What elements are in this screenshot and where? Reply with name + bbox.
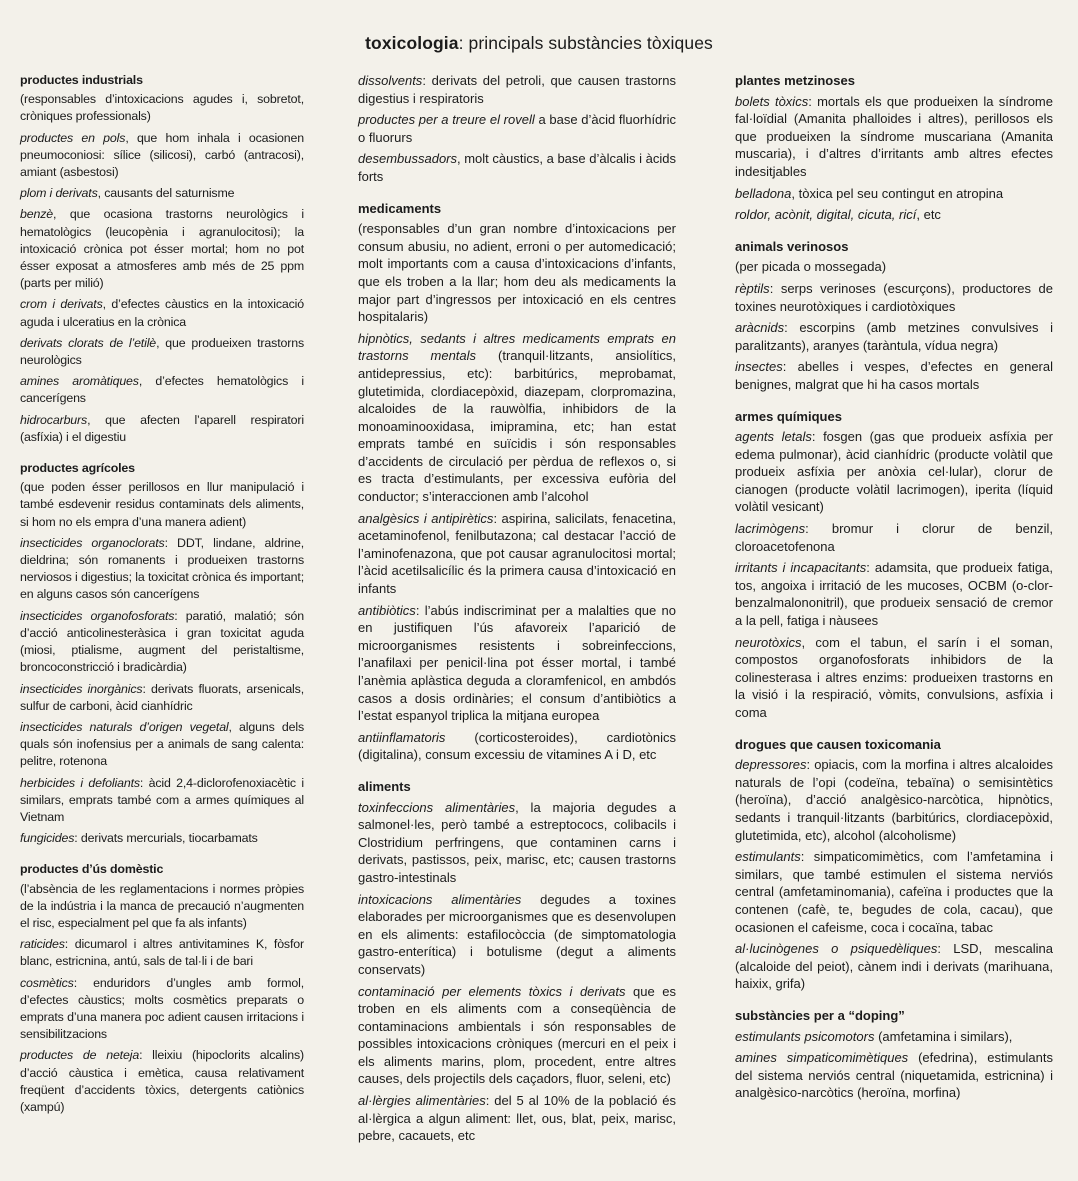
section (20, 72, 304, 446)
entry (20, 479, 304, 531)
entry-text: , molt càustics, a base d’àlcalis i àcids forts (358, 151, 676, 184)
entry-text: (tranquil·litzants, ansiolítics, antidepressius, etc): barbitúrics, meprobamat, glutetimida, clordiacepòxid, diazepam, clorpromazina, alcaloides de la rauwòlfia, inhibidors de la monoaminooxidasa, imipramina, etc; han estat emprats també en suïcidis i són responsables d’accidents de circulació per pèrdua de reflexos o, si es tracta d’estimulants, per excessiva eufòria del conductor; s’interaccionen amb l’alcohol (358, 348, 677, 505)
entry-term: fungicides (20, 831, 75, 846)
entry-text: (responsables d’un gran nombre d’intoxicacions per consum abusiu, no adient, erroni o per automedicació; molt importants com a causa d’intoxicacions d’infants, que els troben a la llar; hom deu als medicaments la major part d’ingressos per intoxicació en els centres hospitalaris) (358, 221, 676, 325)
entry-text: , tòxica pel seu contingut en atropina (791, 185, 1004, 201)
entry-text: : aspirina, salicilats, fenacetina, acetaminofenol, fenilbutazona; cal destacar l’acció de l’aminofenazona, que pot causar agranulocitosi mortal; l’àcid acetilsalicílic és la primera causa d’intoxicació en infants (358, 510, 676, 597)
entry-term: insecticides naturals d’origen vegetal (20, 719, 229, 734)
entry (735, 358, 1053, 393)
entry (735, 319, 1053, 354)
entry-term: toxinfeccions alimentàries (358, 799, 516, 815)
entry-text: , que ocasiona trastorns neurològics i hematològics (leucopènia i agranulocitosi); la intoxicació crònica pot ésser mortal; hom no pot ésser exposat a atmosferes amb més de 25 ppm (parts per milió) (20, 207, 304, 291)
entry-text: : dicumarol i altres antivitamines K, fòsfor blanc, estricnina, antú, sals de tal·li i de bari (20, 937, 304, 969)
entry-text: : adamsita, que produeix fatiga, tos, angoixa i irritació de les mucoses, OCBM (o-clor-benzalmalononitril), que produeix sensació de cremor a la pell, fatiga i nàusees (735, 560, 1053, 629)
entry-text: : del 5 al 10% de la població és al·lèrgica a algun aliment: llet, ous, blat, peix, marisc, pebre, cacauets, etc (358, 1093, 676, 1144)
section (358, 72, 676, 186)
entry (358, 72, 676, 107)
entry (20, 830, 304, 847)
section (358, 778, 676, 1145)
entry (735, 185, 1053, 203)
entry-term: analgèsics i antipirètics (358, 510, 494, 526)
column-3 (735, 72, 1053, 1116)
entry-text: , etc (916, 207, 941, 223)
entry-text: : abelles i vespes, d’efectes en general benignes, malgrat que hi ha casos mortals (735, 359, 1053, 392)
entry (735, 520, 1053, 555)
entry-text: : bromur i clorur de benzil, cloroacetofenona (735, 521, 1053, 554)
entry (20, 975, 304, 1044)
entry-term: irritants i incapacitants (735, 560, 867, 576)
entry (735, 93, 1053, 181)
entry-text: : mortals els que produeixen la síndrome fal·loïdial (Amanita phalloides i altres), perillosos els que produeixen la síndrome muscariana (Amanita muscaria), i d’altres d’irritants amb altres efectes indesitjables (735, 93, 1053, 179)
section (735, 1007, 1053, 1102)
entry (20, 681, 304, 715)
entry (20, 936, 304, 970)
entry (20, 719, 304, 771)
section-heading: armes químiques (735, 408, 842, 424)
entry (735, 258, 1053, 276)
entry (20, 206, 304, 292)
entry (358, 510, 676, 598)
entry-text: : lleixiu (hipoclorits alcalins) d’acció càustica i emètica, causa relativament freqüent d’accidents tòxics, detergents catiònics (xampú) (20, 1048, 304, 1114)
section-heading: aliments (358, 778, 411, 794)
entry-term: bolets tòxics (735, 93, 809, 109)
entry-term: aràcnids (735, 320, 785, 336)
section-heading: medicaments (358, 200, 442, 216)
entry-text: , d’efectes càustics en la intoxicació aguda i ulceratius en la crònica (20, 297, 304, 329)
entry-text: : serps verinoses (escurçons), productores de toxines neurotòxiques i cardiotòxiques (735, 280, 1053, 314)
page-title (0, 33, 1078, 54)
entry (358, 799, 676, 887)
entry-term: cosmètics (20, 975, 74, 990)
entry-term: derivats clorats de l’etilè (20, 335, 157, 350)
entry (20, 412, 304, 446)
entry (735, 756, 1053, 844)
entry-term: productes de neteja (20, 1048, 140, 1063)
entry (20, 608, 304, 677)
entry (358, 111, 676, 146)
entry-term: insecticides organofosforats (20, 608, 175, 623)
entry (20, 91, 304, 125)
entry-text: que es troben en els aliments com a conseqüència de contaminacions ambientals i són responsables de possibles intoxicacions cròniques (mercuri en el peix i els aliments marins, plom, procedent, entre altres causes, dels projectils dels caçadors, fluor, seleni, etc) (358, 983, 676, 1087)
entry-term: rèptils (735, 280, 770, 296)
entry-term: insectes (735, 359, 783, 375)
entry-text: (corticosteroides), cardiotònics (digitalina), consum excessiu de vitamines A i D, etc (358, 729, 676, 763)
entry (20, 775, 304, 827)
entry-text: : l’abús indiscriminat per a malalties que no en justifiquen l’ús afavoreix l’aparició de microorganismes resistents i sobreinfeccions, l’anafilaxi per penicil·lina pot ésser mortal, i també l’anèmia aplàstica deguda a cloramfenicol, en ambdós casos a dosis ordinàries; el consum d’antibiòtics a l’estat espanyol triplica la mitjana europea (358, 602, 676, 724)
entry (20, 1047, 304, 1116)
entry-text: , causants del saturnisme (97, 186, 235, 201)
entry (20, 296, 304, 330)
entry (735, 1049, 1053, 1102)
entry-text: : DDT, lindane, aldrine, dieldrina; són romanents i produeixen trastorns nerviosos i digestius; la toxicitat crònica és important; en alguns casos són cancerígens (20, 535, 304, 602)
entry-text: : LSD, mescalina (alcaloide del peiot), cànem indi i derivats (marihuana, haixix, grifa) (735, 941, 1053, 992)
entry-term: hipnòtics, sedants i altres medicaments emprats en trastorns mentals (358, 330, 676, 364)
entry-text: , d’efectes hematològics i cancerígens (20, 374, 304, 406)
entry (358, 220, 676, 326)
entry-term: contaminació per elements tòxics i derivats (358, 983, 626, 999)
entry (735, 428, 1053, 516)
entry-term: belladona (735, 185, 792, 201)
column-1 (20, 72, 304, 1130)
title-rest: : principals substàncies tòxiques (458, 33, 713, 53)
entry-text: (per picada o mossegada) (735, 259, 887, 275)
entry-term: raticides (20, 937, 65, 952)
entry-text: degudes a toxines elaborades per microorganismes que es desenvolupen en els aliments: estafilocòccia (de simptomatologia gastro-enterítica) i botulisme (degut a aliments conservats) (358, 891, 676, 977)
entry-text: , com el tabun, el sarín i el soman, compostos organofosforats inhibidors de la colinesterasa i altres enzims: produeixen trastorns en la visió i la respiració, vòmits, convulsions, asfíxia i coma (735, 634, 1053, 720)
entry-text: , la majoria degudes a salmonel·les, però també a estreptococs, colibacils i Clostridium perfringens, que contaminen carns i derivats, pastissos, peix, marisc, etc; causen trastorns gastro-intestinals (358, 799, 676, 885)
section (20, 460, 304, 847)
entry-text: : simpaticomimètics, com l’amfetamina i similars, que també estimulen el sistema nerviós central (amfetaminomania), cafeïna i productes que la contenen (cafè, te, begudes de cola, cacau), que ocasionen el cafeisme, coca i cocaïna, tabac (735, 849, 1053, 935)
entry-text: (que poden ésser perillosos en llur manipulació i també esdevenir residus contaminats dels aliments, si hom no els empra d’una manera adient) (20, 480, 304, 529)
entry (358, 891, 676, 979)
entry-term: antiinflamatoris (358, 729, 446, 745)
section-heading: drogues que causen toxicomania (735, 736, 941, 752)
entry-term: al·lèrgies alimentàries (358, 1093, 486, 1109)
entry-text: : derivats del petroli, que causen trastorns digestius i respiratoris (358, 73, 676, 106)
entry-term: dissolvents (358, 73, 423, 88)
entry-term: estimulants psicomotors (735, 1028, 875, 1044)
entry-term: benzè (20, 207, 54, 222)
entry-term: hidrocarburs (20, 412, 88, 427)
entry-text: (l’absència de les reglamentacions i normes pròpies de la indústria i la manca de precaució n’augmenten el risc, especialment pel que fa als infants) (20, 881, 304, 930)
entry (735, 848, 1053, 936)
entry-term: amines simpaticomimètiques (735, 1050, 909, 1066)
entry-text: , que produeixen trastorns neurològics (20, 335, 304, 368)
section-heading: plantes metzinoses (735, 73, 855, 88)
entry-term: roldor, acònit, digital, cicuta, ricí (735, 207, 917, 223)
title-keyword: toxicologia (365, 33, 459, 53)
entry (358, 983, 676, 1089)
entry-term: antibiòtics (358, 602, 416, 618)
column-2 (358, 72, 676, 1159)
entry-text: (efedrina), estimulants del sistema nerviós central (niquetamida, estricnina) i analgèsico-narcòtics (heroïna, morfina) (735, 1050, 1053, 1101)
entry-term: depressores (735, 757, 807, 773)
entry (358, 150, 676, 185)
entry-text: (responsables d’intoxicacions agudes i, sobretot, cròniques professionals) (20, 92, 304, 124)
entry-text: : àcid 2,4-diclorofenoxiacètic i similars, emprats també com a armes químiques al Vietnam (20, 775, 304, 824)
entry-term: herbicides i defoliants (20, 775, 140, 790)
entry (20, 373, 304, 407)
entry (358, 729, 676, 764)
entry-text: , que afecten l’aparell respiratori (asfíxia) i el digestiu (20, 412, 304, 444)
entry-term: agents letals (735, 429, 812, 445)
entry-term: desembussadors (358, 151, 457, 167)
entry-term: intoxicacions alimentàries (358, 891, 522, 907)
section (735, 72, 1053, 224)
section-heading: productes agrícoles (20, 461, 135, 476)
entry-text: , que hom inhala i ocasionen pneumoconiosi: sílice (silicosi), carbó (antracosi), amiant (asbestosi) (20, 130, 305, 180)
entry-text: , alguns dels quals són inofensius per a animals de sang calenta: pelitre, rotenona (20, 719, 304, 769)
entry-term: productes per a treure el rovell (358, 112, 535, 128)
section-heading: productes industrials (20, 73, 143, 87)
entry (358, 330, 676, 506)
entry-text: : opiacis, com la morfina i altres alcaloides naturals de l’opi (codeïna, tebaïna) o semisintètics (heroïna), d’acció analgèsico-narcòtica, hipnòtics, sedants i tranquil·litzants (barbitúrics, clordiacepòxid, glutetimida, etc), alcohol (alcoholisme) (735, 757, 1053, 843)
section-heading: animals verinosos (735, 238, 849, 254)
entry-term: plom i derivats (20, 186, 98, 201)
entry (20, 185, 304, 202)
entry (358, 1092, 676, 1145)
entry-text: (amfetamina i similars), (874, 1028, 1013, 1044)
entry-term: insecticides inorgànics (20, 681, 143, 696)
entry-term: crom i derivats (20, 297, 103, 312)
entry (735, 559, 1053, 629)
entry (20, 881, 304, 933)
entry-text: : fosgen (gas que produeix asfíxia per edema pulmonar), àcid cianhídric (producte volàtil que produeix asfíxia per anòxia cel·lular), clorur de cianogen (producte volàtil lacrimogen), iperita (líquid volàtil vesicant) (735, 429, 1053, 515)
section (20, 861, 304, 1116)
entry (735, 634, 1053, 722)
entry (20, 335, 304, 369)
entry-term: productes en pols (20, 130, 126, 145)
section (735, 238, 1053, 394)
entry (20, 535, 304, 604)
section-heading: substàncies per a “doping” (735, 1007, 905, 1023)
entry-term: al·lucinògenes o psiquedèliques (735, 941, 938, 957)
entry (20, 130, 304, 182)
entry-term: neurotòxics (735, 634, 802, 650)
entry-text: : enduridors d’ungles amb formol, d’efectes càustics; molts cosmètics preparats o emprats d’una manera poc adient causen irritacions i sensibilitzacions (20, 975, 304, 1042)
section (358, 200, 676, 764)
section (735, 736, 1053, 993)
entry (735, 206, 1053, 224)
entry-text: : paratió, malatió; són d’acció anticolinesteràsica i gran toxicitat aguda (miosi, ptialisme, augment del peristaltisme, broncoconstricció i bradicàrdia) (20, 608, 305, 675)
entry-term: lacrimògens (735, 521, 806, 537)
section (735, 408, 1053, 722)
entry (735, 940, 1053, 993)
entry-text: : escorpins (amb metzines convulsives i paralitzants), aranyes (taràntula, vídua negra) (735, 320, 1053, 353)
entry (735, 1028, 1053, 1046)
section-heading: productes d’ús domèstic (20, 862, 164, 877)
entry (735, 280, 1053, 315)
entry-text: : derivats fluorats, arsenicals, sulfur de carboni, àcid cianhídric (20, 681, 304, 713)
entry-term: estimulants (735, 849, 801, 865)
entry-text: a base d’àcid fluorhídric o fluorurs (358, 112, 677, 145)
entry-text: : derivats mercurials, tiocarbamats (74, 831, 258, 846)
entry (358, 602, 676, 725)
entry-term: amines aromàtiques (20, 374, 139, 389)
entry-term: insecticides organoclorats (20, 535, 165, 550)
